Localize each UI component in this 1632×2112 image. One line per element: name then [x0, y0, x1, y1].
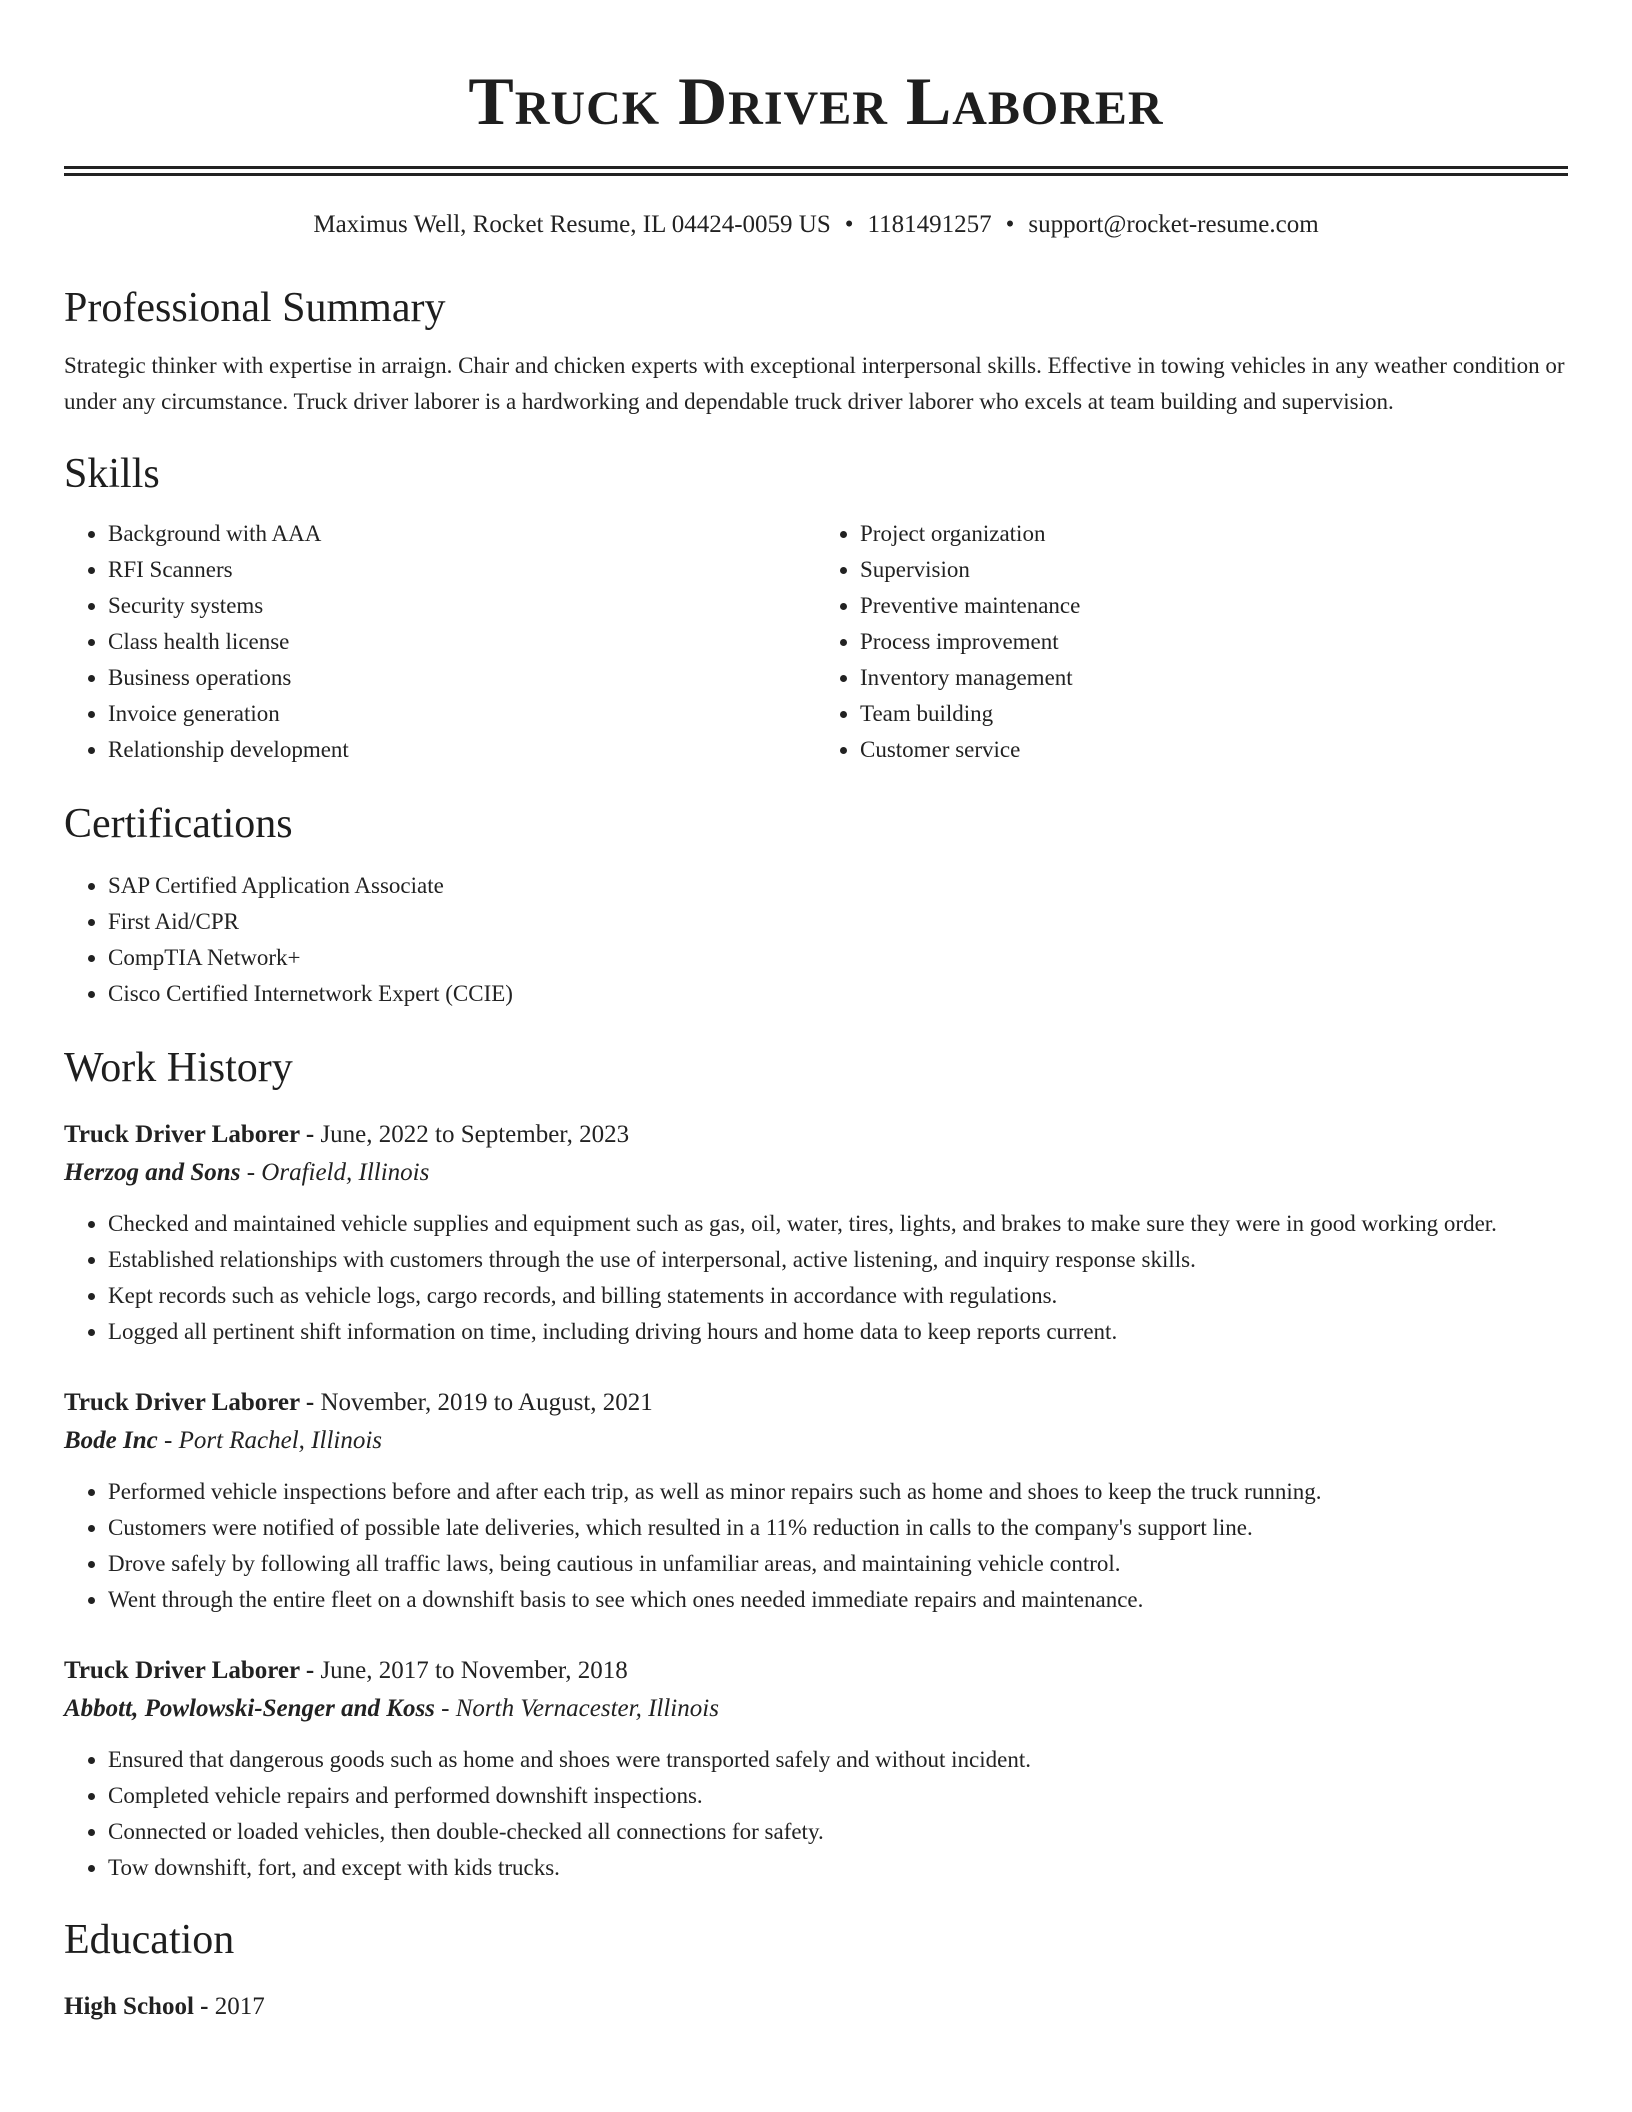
job-title: Truck Driver Laborer [64, 1657, 300, 1684]
certification-item: • Cisco Certified Internetwork Expert (CCIE) [108, 976, 1568, 1012]
job-header: Truck Driver Laborer - June, 2022 to September, 2023 [64, 1121, 630, 1148]
job-duty-item: • Established relationships with customers through the use of interpersonal, active listening, and inquiry response skills. [108, 1242, 1568, 1278]
job-header: Truck Driver Laborer - June, 2017 to November, 2018 [64, 1657, 628, 1684]
skill-item: • Class health license [108, 624, 816, 660]
job-duties-list [64, 1474, 1568, 1618]
job-location: North Vernacester, Illinois [455, 1695, 719, 1722]
job-duty-item: • Drove safely by following all traffic laws, being cautious in unfamiliar areas, and maintaining vehicle control. [108, 1546, 1568, 1582]
job-duty-item: • Completed vehicle repairs and performed downshift inspections. [108, 1778, 1568, 1814]
job-duty-item: • Performed vehicle inspections before and after each trip, as well as minor repairs such as home and shoes to keep the truck running. [108, 1474, 1568, 1510]
job-header: Truck Driver Laborer - November, 2019 to August, 2021 [64, 1389, 653, 1416]
job-duty-item: • Logged all pertinent shift information on time, including driving hours and home data to keep reports current. [108, 1314, 1568, 1350]
certifications-heading: Certifications [64, 801, 293, 847]
job-dates: November, 2019 to August, 2021 [320, 1389, 653, 1416]
title-divider [64, 166, 1568, 176]
summary-heading: Professional Summary [64, 285, 446, 331]
certification-item: • First Aid/CPR [108, 904, 1568, 940]
job-title: Truck Driver Laborer [64, 1121, 300, 1148]
skill-item: • Customer service [860, 732, 1568, 768]
job-duty-item: • Kept records such as vehicle logs, cargo records, and billing statements in accordance with regulations. [108, 1278, 1568, 1314]
job-dates: June, 2022 to September, 2023 [320, 1121, 630, 1148]
education-year: 2017 [214, 1993, 265, 2020]
job-duty-item: • Checked and maintained vehicle supplies and equipment such as gas, oil, water, tires, lights, and brakes to make sure they were in good working order. [108, 1206, 1568, 1242]
skills-list-right [816, 516, 1568, 768]
job-entry [64, 1652, 1568, 1886]
contact-address: Maximus Well, Rocket Resume, IL 04424-0059 US [313, 211, 831, 238]
skill-item: • Supervision [860, 552, 1568, 588]
work-history-heading: Work History [64, 1045, 293, 1091]
certification-item: • SAP Certified Application Associate [108, 868, 1568, 904]
job-employer: Herzog and Sons - Orafield, Illinois [64, 1159, 430, 1186]
job-employer: Abbott, Powlowski-Senger and Koss - North Vernacester, Illinois [64, 1695, 719, 1722]
contact-line [64, 208, 1568, 242]
job-company: Herzog and Sons [64, 1159, 241, 1186]
skill-item: • Team building [860, 696, 1568, 732]
job-entry [64, 1384, 1568, 1618]
skill-item: • Inventory management [860, 660, 1568, 696]
contact-email[interactable]: support@rocket-resume.com [1028, 211, 1319, 238]
skills-list-left [64, 516, 816, 768]
education-heading: Education [64, 1917, 235, 1963]
job-duty-item: • Ensured that dangerous goods such as home and shoes were transported safely and without incident. [108, 1742, 1568, 1778]
education-entry: High School - 2017 [64, 1993, 265, 2020]
job-duty-item: • Customers were notified of possible late deliveries, which resulted in a 11% reduction in calls to the company's support line. [108, 1510, 1568, 1546]
skill-item: • Background with AAA [108, 516, 816, 552]
job-company: Bode Inc [64, 1427, 158, 1454]
skill-item: • Relationship development [108, 732, 816, 768]
skills-columns [64, 516, 1568, 768]
contact-phone: 1181491257 [867, 211, 992, 238]
contact-separator: • [844, 211, 854, 238]
skill-item: • Preventive maintenance [860, 588, 1568, 624]
job-duty-item: • Connected or loaded vehicles, then double-checked all connections for safety. [108, 1814, 1568, 1850]
job-employer: Bode Inc - Port Rachel, Illinois [64, 1427, 383, 1454]
skill-item: • Business operations [108, 660, 816, 696]
job-duty-item: • Went through the entire fleet on a downshift basis to see which ones needed immediate repairs and maintenance. [108, 1582, 1568, 1618]
job-company: Abbott, Powlowski-Senger and Koss [64, 1695, 435, 1722]
skill-item: • Invoice generation [108, 696, 816, 732]
skill-item: • Security systems [108, 588, 816, 624]
skill-item: • Project organization [860, 516, 1568, 552]
summary-text: Strategic thinker with expertise in arraign. Chair and chicken experts with exceptional interpersonal skills. Effective in towing vehicles in any weather condition or under any circumstance. Truck driver laborer is a hardworking and dependable truck driver laborer who excels at team building and supervision. [64, 353, 1565, 414]
skill-item: • RFI Scanners [108, 552, 816, 588]
job-dates: June, 2017 to November, 2018 [320, 1657, 628, 1684]
job-duties-list [64, 1206, 1568, 1350]
job-duty-item: • Tow downshift, fort, and except with kids trucks. [108, 1850, 1568, 1886]
certification-item: • CompTIA Network+ [108, 940, 1568, 976]
job-duties-list [64, 1742, 1568, 1886]
skills-heading: Skills [64, 451, 160, 497]
education-degree: High School [64, 1993, 194, 2020]
resume-title: Truck Driver Laborer [468, 63, 1164, 139]
certifications-list [64, 868, 1568, 1012]
job-location: Port Rachel, Illinois [178, 1427, 383, 1454]
skill-item: • Process improvement [860, 624, 1568, 660]
contact-separator: • [1005, 211, 1015, 238]
job-title: Truck Driver Laborer [64, 1389, 300, 1416]
job-location: Orafield, Illinois [261, 1159, 430, 1186]
job-entry [64, 1116, 1568, 1350]
